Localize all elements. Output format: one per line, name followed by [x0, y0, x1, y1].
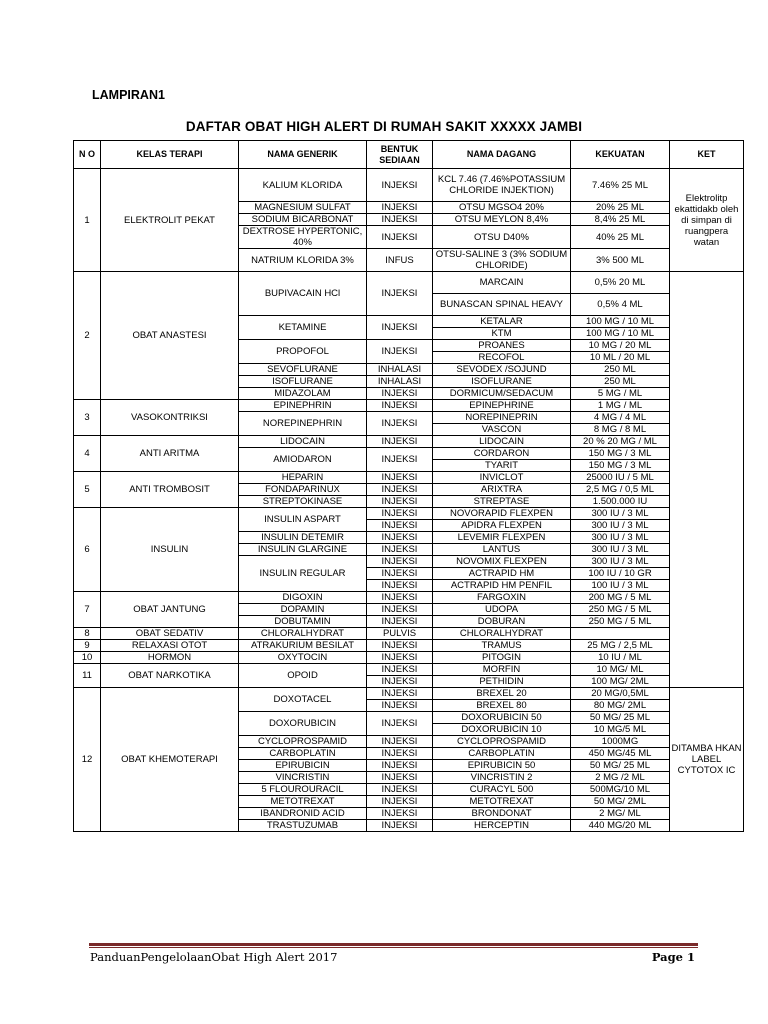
row-kekuatan: 25000 IU / 5 ML — [571, 472, 670, 484]
row-ket — [670, 272, 744, 688]
row-kekuatan: 1 MG / ML — [571, 400, 670, 412]
row-nama-dagang: NOVORAPID FLEXPEN — [433, 508, 571, 520]
row-kekuatan: 150 MG / 3 ML — [571, 460, 670, 472]
table-header — [74, 141, 744, 169]
row-kekuatan: 20% 25 ML — [571, 202, 670, 214]
row-bentuk-sediaan: INJEKSI — [367, 169, 433, 202]
row-kekuatan: 300 IU / 3 ML — [571, 508, 670, 520]
row-bentuk-sediaan: INJEKSI — [367, 436, 433, 448]
row-no: 6 — [74, 508, 101, 592]
row-nama-generik: KALIUM KLORIDA — [239, 169, 367, 202]
row-nama-generik: FONDAPARINUX — [239, 484, 367, 496]
row-kekuatan: 100 MG/ 2ML — [571, 676, 670, 688]
row-kekuatan: 8,4% 25 ML — [571, 214, 670, 226]
row-kekuatan: 10 MG / 20 ML — [571, 340, 670, 352]
row-nama-dagang: BREXEL 20 — [433, 688, 571, 700]
row-nama-dagang: METOTREXAT — [433, 796, 571, 808]
row-no: 4 — [74, 436, 101, 472]
row-kekuatan: 100 IU / 3 ML — [571, 580, 670, 592]
row-kelas-terapi: OBAT SEDATIV — [101, 628, 239, 640]
row-nama-dagang: EPINEPHRINE — [433, 400, 571, 412]
row-kelas-terapi: OBAT KHEMOTERAPI — [101, 688, 239, 832]
row-nama-dagang: KCL 7.46 (7.46%POTASSIUM CHLORIDE INJEKTION) — [433, 169, 571, 202]
table-row — [74, 400, 744, 412]
row-nama-generik: METOTREXAT — [239, 796, 367, 808]
row-nama-dagang: LIDOCAIN — [433, 436, 571, 448]
row-nama-dagang: PITOGIN — [433, 652, 571, 664]
table-row — [74, 640, 744, 652]
row-kekuatan: 50 MG/ 2ML — [571, 796, 670, 808]
row-nama-dagang: PETHIDIN — [433, 676, 571, 688]
row-bentuk-sediaan: INJEKSI — [367, 748, 433, 760]
row-nama-generik: DEXTROSE HYPERTONIC, 40% — [239, 226, 367, 249]
table-row — [74, 169, 744, 202]
row-ket: Elektrolitp ekattidakb oleh di simpan di ruangpera watan — [670, 169, 744, 272]
row-kekuatan: 50 MG/ 25 ML — [571, 712, 670, 724]
row-nama-dagang: ISOFLURANE — [433, 376, 571, 388]
row-bentuk-sediaan: INJEKSI — [367, 604, 433, 616]
row-nama-dagang: MORFIN — [433, 664, 571, 676]
row-nama-generik: HEPARIN — [239, 472, 367, 484]
row-nama-generik: DOBUTAMIN — [239, 616, 367, 628]
row-nama-generik: DOPAMIN — [239, 604, 367, 616]
row-nama-dagang: APIDRA FLEXPEN — [433, 520, 571, 532]
row-kekuatan — [571, 628, 670, 640]
row-nama-dagang: NOREPINEPRIN — [433, 412, 571, 424]
table-body — [74, 169, 744, 832]
row-nama-dagang: CARBOPLATIN — [433, 748, 571, 760]
row-no: 10 — [74, 652, 101, 664]
row-nama-dagang: DOBURAN — [433, 616, 571, 628]
table-row — [74, 592, 744, 604]
row-bentuk-sediaan: INJEKSI — [367, 400, 433, 412]
row-kekuatan: 250 ML — [571, 364, 670, 376]
row-kekuatan: 100 IU / 10 GR — [571, 568, 670, 580]
row-bentuk-sediaan: INJEKSI — [367, 472, 433, 484]
row-bentuk-sediaan: INJEKSI — [367, 484, 433, 496]
footer-title: PanduanPengelolaanObat High Alert 2017 — [90, 950, 338, 964]
row-nama-dagang: CHLORALHYDRAT — [433, 628, 571, 640]
row-kekuatan: 300 IU / 3 ML — [571, 544, 670, 556]
row-nama-generik: CARBOPLATIN — [239, 748, 367, 760]
row-kekuatan: 20 % 20 MG / ML — [571, 436, 670, 448]
row-kelas-terapi: HORMON — [101, 652, 239, 664]
row-kekuatan: 3% 500 ML — [571, 249, 670, 272]
row-nama-generik: NOREPINEPHRIN — [239, 412, 367, 436]
row-nama-generik: TRASTUZUMAB — [239, 820, 367, 832]
row-no: 12 — [74, 688, 101, 832]
row-kelas-terapi: ANTI ARITMA — [101, 436, 239, 472]
row-kelas-terapi: VASOKONTRIKSI — [101, 400, 239, 436]
table-row — [74, 688, 744, 700]
row-no: 5 — [74, 472, 101, 508]
row-kekuatan: 100 MG / 10 ML — [571, 316, 670, 328]
row-nama-dagang: OTSU MGSO4 20% — [433, 202, 571, 214]
row-nama-generik: VINCRISTIN — [239, 772, 367, 784]
row-kekuatan: 2 MG /2 ML — [571, 772, 670, 784]
row-bentuk-sediaan: INJEKSI — [367, 412, 433, 436]
row-kelas-terapi: OBAT JANTUNG — [101, 592, 239, 628]
row-bentuk-sediaan: INHALASI — [367, 364, 433, 376]
row-bentuk-sediaan: INJEKSI — [367, 580, 433, 592]
row-nama-generik: IBANDRONID ACID — [239, 808, 367, 820]
table-row — [74, 508, 744, 520]
row-bentuk-sediaan: INJEKSI — [367, 784, 433, 796]
row-nama-dagang: INVICLOT — [433, 472, 571, 484]
document-title: DAFTAR OBAT HIGH ALERT DI RUMAH SAKIT XXXXX JAMBI — [185, 119, 583, 134]
row-kelas-terapi: INSULIN — [101, 508, 239, 592]
row-kekuatan: 500MG/10 ML — [571, 784, 670, 796]
row-kekuatan: 4 MG / 4 ML — [571, 412, 670, 424]
row-bentuk-sediaan: INJEKSI — [367, 808, 433, 820]
row-bentuk-sediaan: INFUS — [367, 249, 433, 272]
row-no: 2 — [74, 272, 101, 400]
row-nama-generik: OPOID — [239, 664, 367, 688]
row-bentuk-sediaan: INJEKSI — [367, 688, 433, 700]
row-bentuk-sediaan: INJEKSI — [367, 214, 433, 226]
row-kekuatan: 250 MG / 5 ML — [571, 616, 670, 628]
row-nama-dagang: ACTRAPID HM PENFIL — [433, 580, 571, 592]
row-nama-generik: SEVOFLURANE — [239, 364, 367, 376]
row-nama-dagang: KTM — [433, 328, 571, 340]
row-bentuk-sediaan: INJEKSI — [367, 616, 433, 628]
row-nama-dagang: PROANES — [433, 340, 571, 352]
row-kekuatan: 450 MG/45 ML — [571, 748, 670, 760]
table-row — [74, 652, 744, 664]
row-bentuk-sediaan: INJEKSI — [367, 388, 433, 400]
row-nama-generik: BUPIVACAIN HCl — [239, 272, 367, 316]
table-row — [74, 472, 744, 484]
row-nama-dagang: CURACYL 500 — [433, 784, 571, 796]
row-bentuk-sediaan: INJEKSI — [367, 796, 433, 808]
row-nama-generik: ISOFLURANE — [239, 376, 367, 388]
row-kekuatan: 2,5 MG / 0,5 ML — [571, 484, 670, 496]
page-heading: LAMPIRAN1 — [92, 88, 165, 102]
row-bentuk-sediaan: INJEKSI — [367, 508, 433, 520]
row-bentuk-sediaan: INJEKSI — [367, 544, 433, 556]
row-nama-dagang: HERCEPTIN — [433, 820, 571, 832]
row-nama-dagang: STREPTASE — [433, 496, 571, 508]
row-nama-generik: SODIUM BICARBONAT — [239, 214, 367, 226]
row-nama-generik: DOXORUBICIN — [239, 712, 367, 736]
row-nama-dagang: VASCON — [433, 424, 571, 436]
row-nama-generik: INSULIN REGULAR — [239, 556, 367, 592]
row-bentuk-sediaan: INJEKSI — [367, 652, 433, 664]
row-bentuk-sediaan: INJEKSI — [367, 736, 433, 748]
row-nama-generik: INSULIN DETEMIR — [239, 532, 367, 544]
row-bentuk-sediaan: INJEKSI — [367, 272, 433, 316]
row-bentuk-sediaan: INJEKSI — [367, 496, 433, 508]
row-bentuk-sediaan: INJEKSI — [367, 640, 433, 652]
row-nama-generik: ATRAKURIUM BESILAT — [239, 640, 367, 652]
row-kekuatan: 7.46% 25 ML — [571, 169, 670, 202]
row-bentuk-sediaan: PULVIS — [367, 628, 433, 640]
row-kekuatan: 10 MG/ ML — [571, 664, 670, 676]
row-kekuatan: 300 IU / 3 ML — [571, 520, 670, 532]
row-nama-dagang: LANTUS — [433, 544, 571, 556]
row-bentuk-sediaan: INJEKSI — [367, 664, 433, 676]
row-nama-generik: NATRIUM KLORIDA 3% — [239, 249, 367, 272]
row-bentuk-sediaan: INJEKSI — [367, 772, 433, 784]
row-nama-dagang: BUNASCAN SPINAL HEAVY — [433, 294, 571, 316]
row-nama-dagang: VINCRISTIN 2 — [433, 772, 571, 784]
row-nama-dagang: DORMICUM/SEDACUM — [433, 388, 571, 400]
row-nama-dagang: EPIRUBICIN 50 — [433, 760, 571, 772]
row-bentuk-sediaan: INJEKSI — [367, 676, 433, 688]
row-nama-dagang: RECOFOL — [433, 352, 571, 364]
row-nama-dagang: SEVODEX /SOJUND — [433, 364, 571, 376]
table-row — [74, 628, 744, 640]
row-bentuk-sediaan: INJEKSI — [367, 592, 433, 604]
row-bentuk-sediaan: INJEKSI — [367, 340, 433, 364]
row-nama-generik: CHLORALHYDRAT — [239, 628, 367, 640]
row-bentuk-sediaan: INJEKSI — [367, 520, 433, 532]
row-bentuk-sediaan: INJEKSI — [367, 226, 433, 249]
row-nama-generik: EPINEPHRIN — [239, 400, 367, 412]
row-nama-dagang: BREXEL 80 — [433, 700, 571, 712]
row-kekuatan: 20 MG/0,5ML — [571, 688, 670, 700]
row-nama-dagang: DOXORUBICIN 10 — [433, 724, 571, 736]
row-nama-dagang: KETALAR — [433, 316, 571, 328]
row-kekuatan: 150 MG / 3 ML — [571, 448, 670, 460]
row-kekuatan: 50 MG/ 25 ML — [571, 760, 670, 772]
row-nama-dagang: TYARIT — [433, 460, 571, 472]
row-nama-dagang: CORDARON — [433, 448, 571, 460]
row-kekuatan: 8 MG / 8 ML — [571, 424, 670, 436]
row-bentuk-sediaan: INJEKSI — [367, 532, 433, 544]
row-nama-generik: 5 FLOUROURACIL — [239, 784, 367, 796]
row-nama-dagang: BRONDONAT — [433, 808, 571, 820]
row-bentuk-sediaan: INJEKSI — [367, 202, 433, 214]
row-no: 8 — [74, 628, 101, 640]
row-nama-generik: PROPOFOL — [239, 340, 367, 364]
row-nama-dagang: TRAMUS — [433, 640, 571, 652]
row-nama-generik: CYCLOPROSPAMID — [239, 736, 367, 748]
row-nama-dagang: OTSU D40% — [433, 226, 571, 249]
table-row — [74, 664, 744, 676]
col-ket: KET — [670, 141, 744, 169]
col-no: N O — [74, 141, 101, 169]
row-nama-generik: DOXOTACEL — [239, 688, 367, 712]
row-kekuatan: 300 IU / 3 ML — [571, 556, 670, 568]
row-nama-dagang: ARIXTRA — [433, 484, 571, 496]
row-nama-dagang: ACTRAPID HM — [433, 568, 571, 580]
row-no: 7 — [74, 592, 101, 628]
row-nama-generik: OXYTOCIN — [239, 652, 367, 664]
row-kekuatan: 0,5% 4 ML — [571, 294, 670, 316]
row-bentuk-sediaan: INJEKSI — [367, 760, 433, 772]
row-kekuatan: 1.500.000 IU — [571, 496, 670, 508]
row-kekuatan: 80 MG/ 2ML — [571, 700, 670, 712]
row-nama-generik: DIGOXIN — [239, 592, 367, 604]
row-kekuatan: 25 MG / 2,5 ML — [571, 640, 670, 652]
row-nama-generik: KETAMINE — [239, 316, 367, 340]
col-bentuk-sediaan: BENTUK SEDIAAN — [367, 141, 433, 169]
row-no: 11 — [74, 664, 101, 688]
row-kelas-terapi: RELAXASI OTOT — [101, 640, 239, 652]
row-kekuatan: 40% 25 ML — [571, 226, 670, 249]
row-kekuatan: 0,5% 20 ML — [571, 272, 670, 294]
row-nama-generik: INSULIN ASPART — [239, 508, 367, 532]
row-nama-dagang: UDOPA — [433, 604, 571, 616]
row-nama-generik: EPIRUBICIN — [239, 760, 367, 772]
row-nama-generik: MAGNESIUM SULFAT — [239, 202, 367, 214]
footer-rule — [89, 943, 698, 946]
row-nama-generik: STREPTOKINASE — [239, 496, 367, 508]
row-kekuatan: 250 MG / 5 ML — [571, 604, 670, 616]
row-nama-generik: MIDAZOLAM — [239, 388, 367, 400]
row-nama-generik: LIDOCAIN — [239, 436, 367, 448]
row-kekuatan: 100 MG / 10 ML — [571, 328, 670, 340]
row-ket: DITAMBA HKAN LABEL CYTOTOX IC — [670, 688, 744, 832]
row-kekuatan: 250 ML — [571, 376, 670, 388]
row-kekuatan: 200 MG / 5 ML — [571, 592, 670, 604]
row-bentuk-sediaan: INJEKSI — [367, 448, 433, 472]
row-kekuatan: 440 MG/20 ML — [571, 820, 670, 832]
row-bentuk-sediaan: INJEKSI — [367, 700, 433, 712]
row-nama-dagang: CYCLOPROSPAMID — [433, 736, 571, 748]
row-bentuk-sediaan: INJEKSI — [367, 556, 433, 568]
footer-rule-thin — [89, 947, 698, 948]
row-bentuk-sediaan: INJEKSI — [367, 568, 433, 580]
col-kelas-terapi: KELAS TERAPI — [101, 141, 239, 169]
row-bentuk-sediaan: INJEKSI — [367, 712, 433, 736]
row-no: 3 — [74, 400, 101, 436]
row-nama-dagang: MARCAIN — [433, 272, 571, 294]
row-nama-generik: AMIODARON — [239, 448, 367, 472]
row-bentuk-sediaan: INJEKSI — [367, 820, 433, 832]
row-kekuatan: 10 ML / 20 ML — [571, 352, 670, 364]
row-nama-dagang: NOVOMIX FLEXPEN — [433, 556, 571, 568]
row-kelas-terapi: ANTI TROMBOSIT — [101, 472, 239, 508]
row-kekuatan: 10 IU / ML — [571, 652, 670, 664]
row-kelas-terapi: OBAT NARKOTIKA — [101, 664, 239, 688]
row-nama-dagang: FARGOXIN — [433, 592, 571, 604]
row-kelas-terapi: ELEKTROLIT PEKAT — [101, 169, 239, 272]
row-nama-dagang: OTSU-SALINE 3 (3% SODIUM CHLORIDE) — [433, 249, 571, 272]
row-kekuatan: 2 MG/ ML — [571, 808, 670, 820]
row-kekuatan: 5 MG / ML — [571, 388, 670, 400]
table-row — [74, 436, 744, 448]
row-kelas-terapi: OBAT ANASTESI — [101, 272, 239, 400]
row-nama-dagang: LEVEMIR FLEXPEN — [433, 532, 571, 544]
row-no: 9 — [74, 640, 101, 652]
row-nama-dagang: DOXORUBICIN 50 — [433, 712, 571, 724]
row-nama-dagang: OTSU MEYLON 8,4% — [433, 214, 571, 226]
col-nama-generik: NAMA GENERIK — [239, 141, 367, 169]
col-kekuatan: KEKUATAN — [571, 141, 670, 169]
drug-table — [73, 140, 744, 832]
row-bentuk-sediaan: INHALASI — [367, 376, 433, 388]
row-bentuk-sediaan: INJEKSI — [367, 316, 433, 340]
row-kekuatan: 1000MG — [571, 736, 670, 748]
table-row — [74, 272, 744, 294]
page-number: Page 1 — [651, 950, 695, 964]
row-kekuatan: 10 MG/5 ML — [571, 724, 670, 736]
row-no: 1 — [74, 169, 101, 272]
col-nama-dagang: NAMA DAGANG — [433, 141, 571, 169]
row-kekuatan: 300 IU / 3 ML — [571, 532, 670, 544]
row-nama-generik: INSULIN GLARGINE — [239, 544, 367, 556]
